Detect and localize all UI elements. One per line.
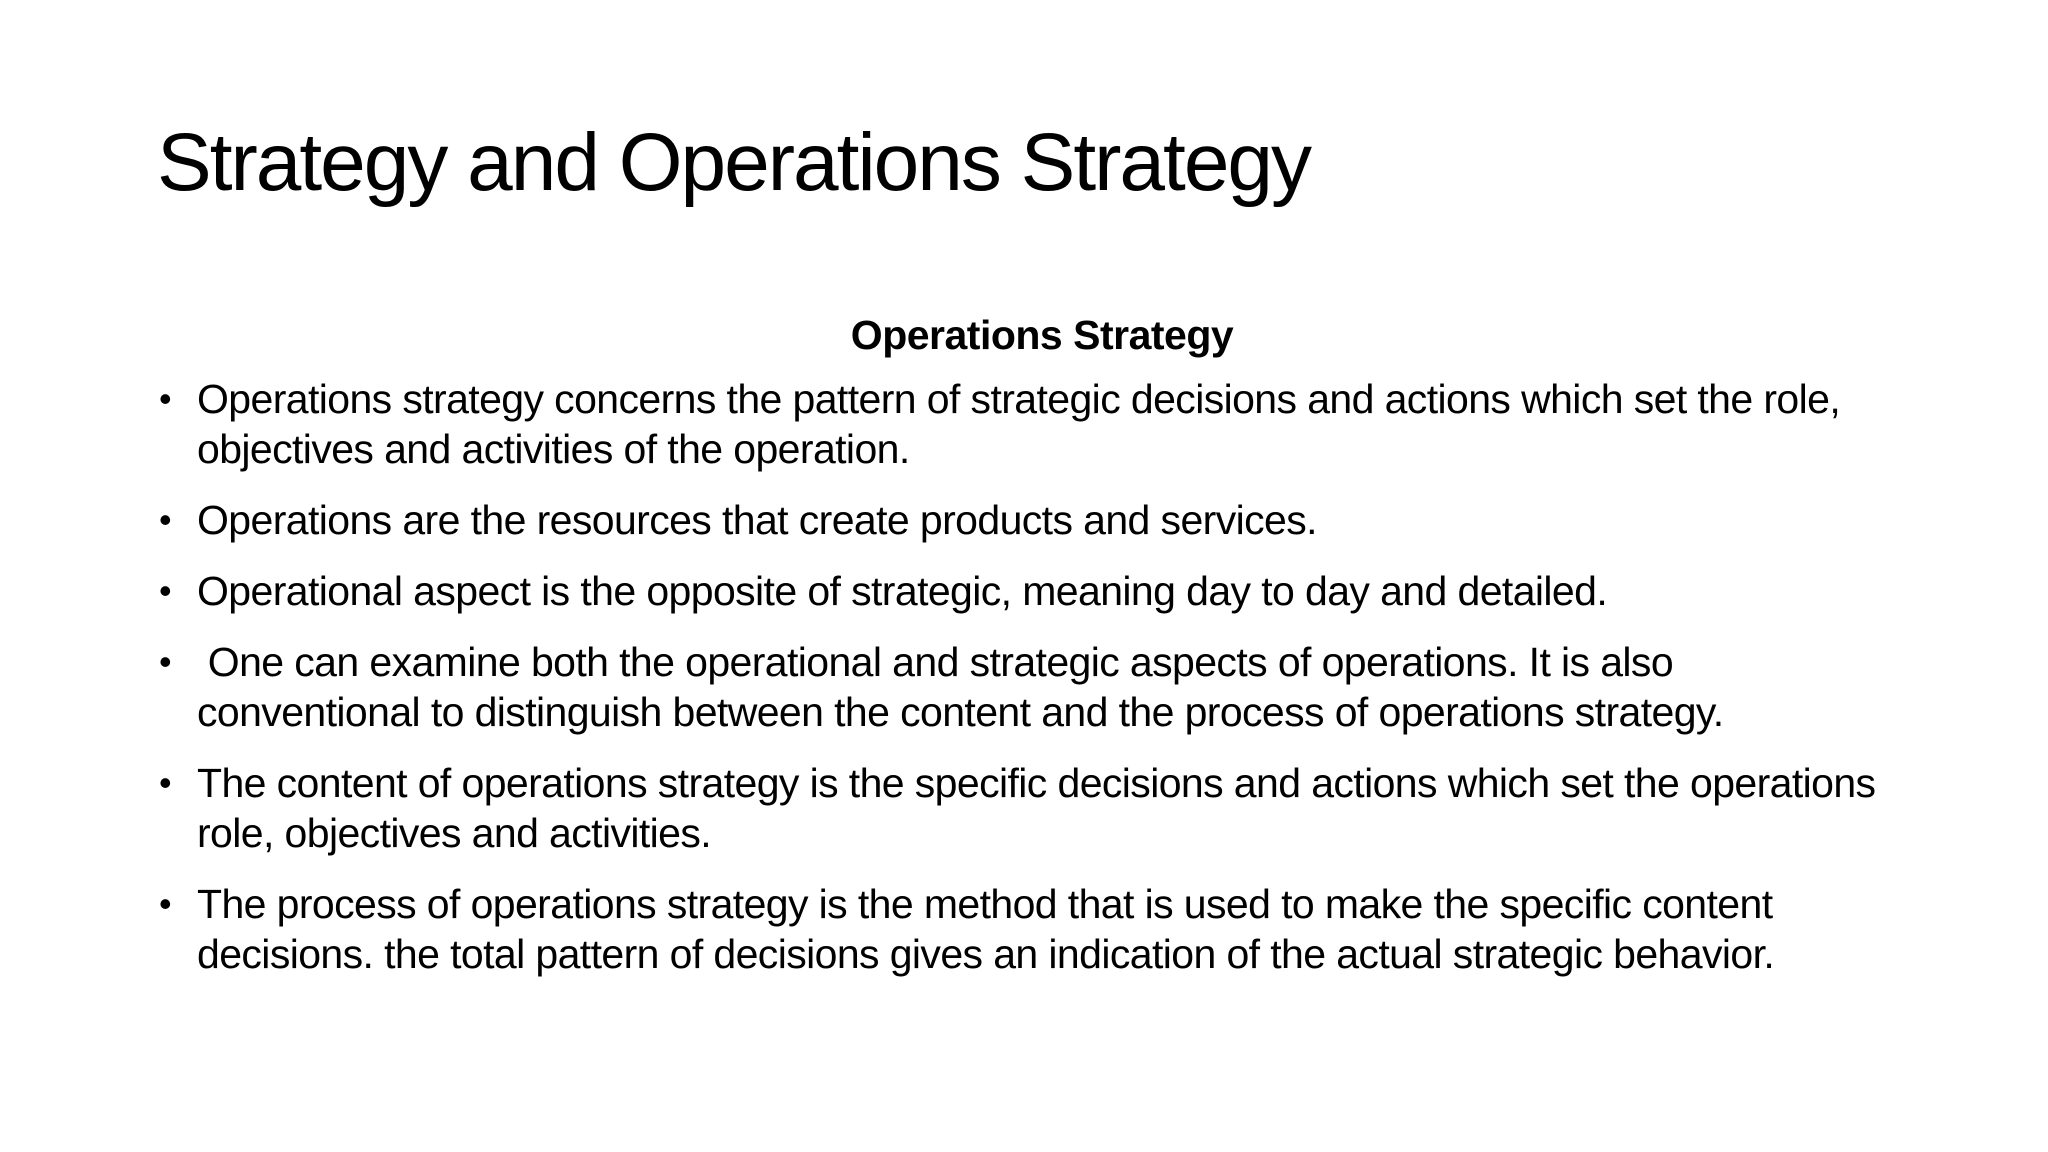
bullet-icon: •: [159, 378, 172, 419]
bullet-text: The process of operations strategy is the method that is used to make the specific content decisions. the total pattern of decisions gives an indication of the actual strategic behavior.: [197, 881, 1775, 977]
bullet-item: [157, 374, 1897, 474]
bullet-item: [157, 637, 1897, 737]
bullet-item: [157, 495, 1897, 545]
bullet-text: Operations strategy concerns the pattern of strategic decisions and actions which set the role, objectives and activities of the operation.: [197, 376, 1841, 472]
bullet-icon: •: [159, 883, 172, 924]
slide-title: Strategy and Operations Strategy: [157, 117, 1311, 208]
bullet-list: [157, 374, 1897, 979]
bullet-text: Operational aspect is the opposite of strategic, meaning day to day and detailed.: [197, 568, 1608, 614]
section-subheading: Operations Strategy: [850, 312, 1234, 358]
bullet-text: Operations are the resources that create products and services.: [197, 497, 1317, 543]
bullet-item: [157, 566, 1897, 616]
slide-body: [157, 310, 1897, 1000]
bullet-icon: •: [159, 641, 172, 682]
bullet-text: The content of operations strategy is the specific decisions and actions which set the operations role, objectives and activities.: [197, 760, 1876, 856]
bullet-item: [157, 879, 1897, 979]
bullet-icon: •: [159, 499, 172, 540]
bullet-icon: •: [159, 570, 172, 611]
bullet-text: One can examine both the operational and strategic aspects of operations. It is also conventional to distinguish between the content and the process of operations strategy.: [197, 639, 1724, 735]
bullet-icon: •: [159, 762, 172, 803]
bullet-item: [157, 758, 1897, 858]
